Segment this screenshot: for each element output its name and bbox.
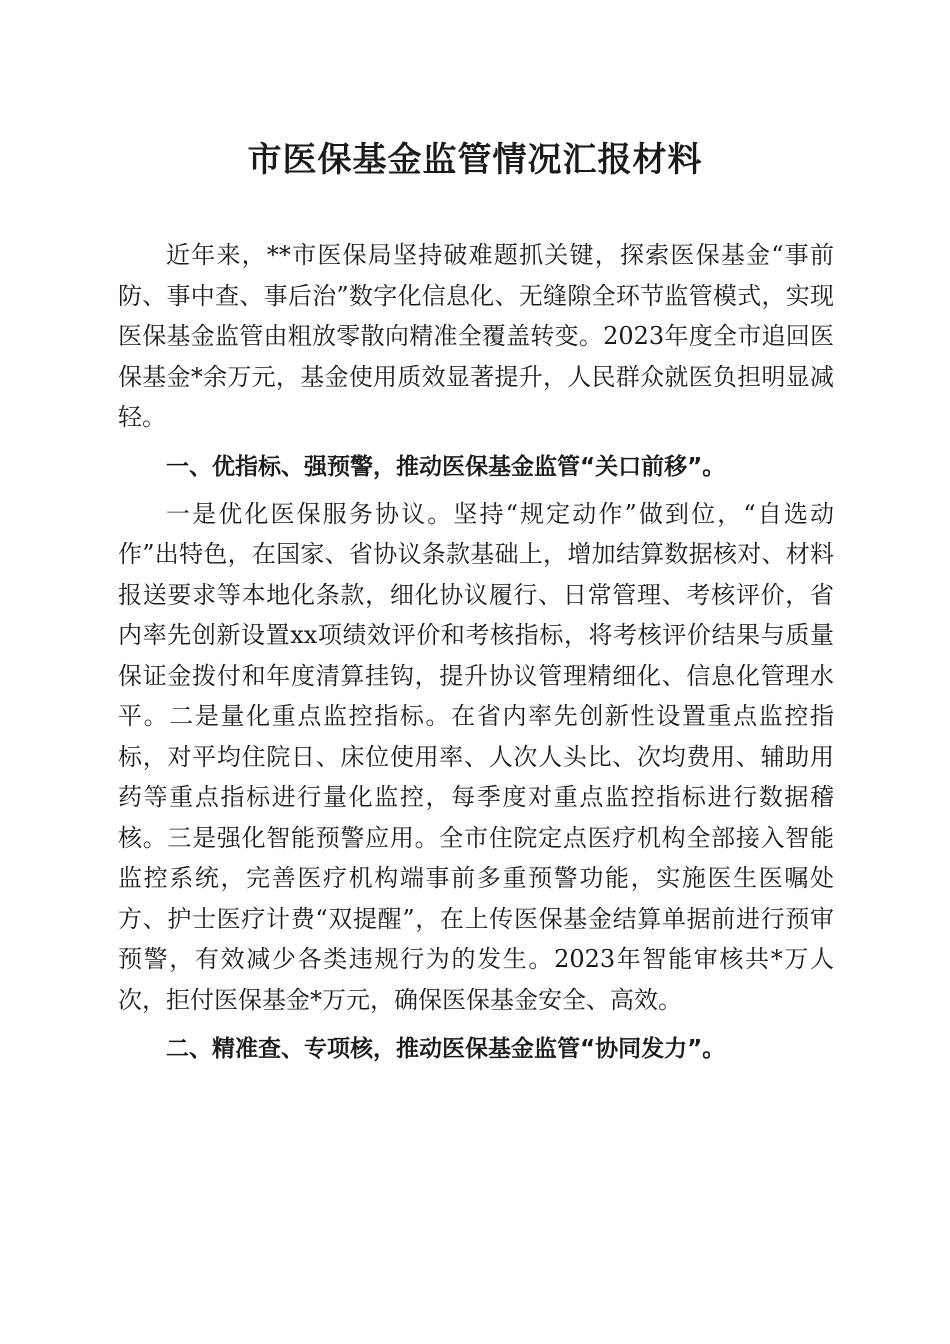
- section-1-heading: 一、优指标、强预警，推动医保基金监管“关口前移”。: [166, 453, 726, 480]
- intro-paragraph: 近年来，**市医保局坚持破难题抓关键，探索医保基金“事前防、事中查、事后治”数字化信息化、无缝隙全环节监管模式，实现医保基金监管由粗放零散向精准全覆盖转变。2023年度全市追回医保基金*余万元，基金使用质效显著提升，人民群众就医负担明显减轻。: [118, 241, 834, 431]
- section-1-paragraph: 一是优化医保服务协议。坚持“规定动作”做到位，“自选动作”出特色，在国家、省协议条款基础上，增加结算数据核对、材料报送要求等本地化条款，细化协议履行、日常管理、考核评价，省内率先创新设置xx项绩效评价和考核指标，将考核评价结果与质量保证金拨付和年度清算挂钩，提升协议管理精细化、信息化管理水平。二是量化重点监控指标。在省内率先创新性设置重点监控指标，对平均住院日、床位使用率、人次人头比、次均费用、辅助用药等重点指标进行量化监控，每季度对重点监控指标进行数据稽核。三是强化智能预警应用。全市住院定点医疗机构全部接入智能监控系统，完善医疗机构端事前多重预警功能，实施医生医嘱处方、护士医疗计费“双提醒”，在上传医保基金结算单据前进行预审预警，有效减少各类违规行为的发生。2023年智能审核共*万人次，拒付医保基金*万元，确保医保基金安全、高效。: [118, 499, 834, 1014]
- section-2-heading: 二、精准查、专项核，推动医保基金监管“协同发力”。: [166, 1036, 726, 1062]
- document-title: 市医保基金监管情况汇报材料: [247, 140, 703, 180]
- document-body: [118, 235, 834, 1076]
